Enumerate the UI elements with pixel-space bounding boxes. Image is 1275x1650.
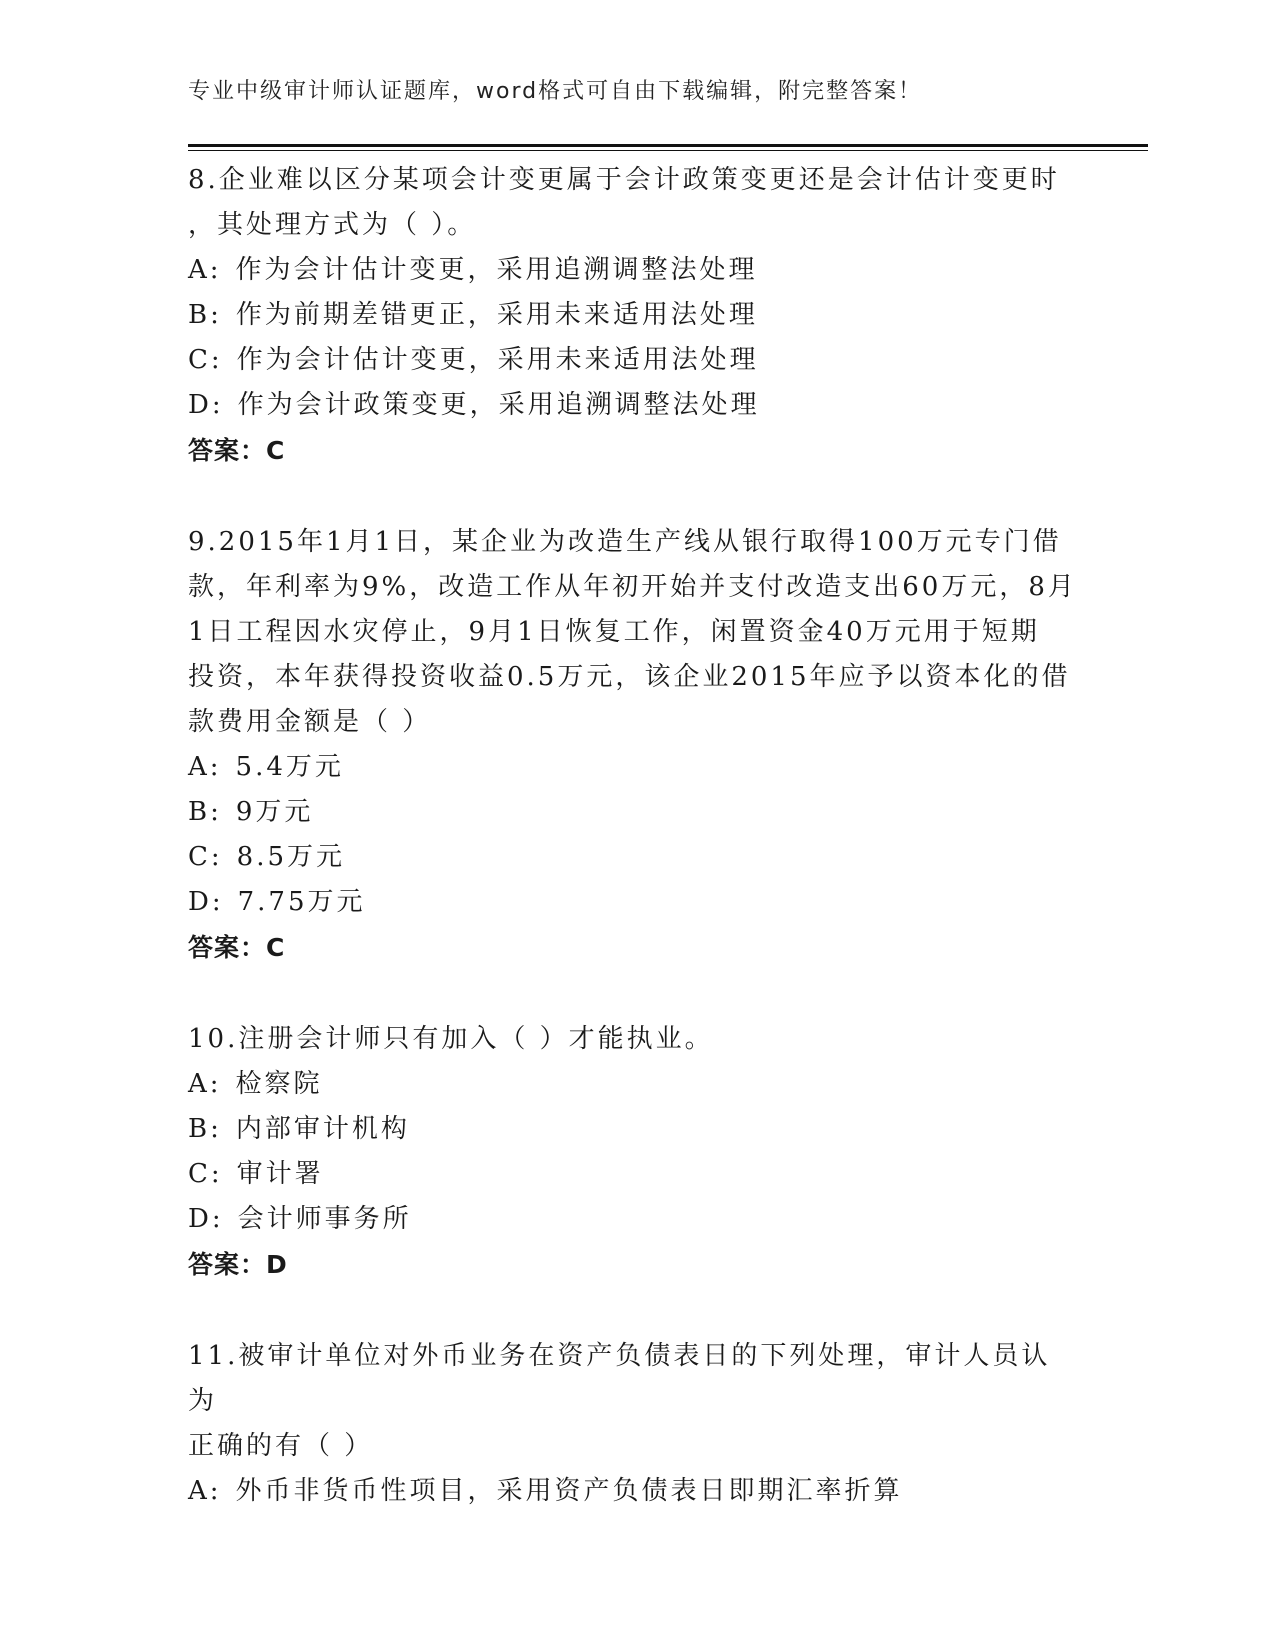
option-d [188, 880, 1078, 925]
option-text: 作为会计政策变更，采用追溯调整法处理 [237, 390, 760, 420]
question-stem-line: 8.企业难以区分某项会计变更属于会计政策变更还是会计估计变更时 [188, 165, 1060, 195]
option-letter: B: [188, 1114, 222, 1144]
header-rule-thick [188, 144, 1148, 147]
option-letter: D: [188, 390, 224, 420]
option-text: 会计师事务所 [237, 1204, 412, 1234]
option-b [188, 1107, 1078, 1152]
option-c [188, 835, 1078, 880]
option-text: 内部审计机构 [235, 1114, 410, 1144]
option-letter: B: [188, 300, 222, 330]
header-rule-thin [188, 150, 1148, 151]
question-stem-line: 10.注册会计师只有加入（ ）才能执业。 [188, 1024, 714, 1054]
option-b [188, 293, 1078, 338]
option-letter: A: [188, 255, 222, 285]
question-stem-line: 11.被审计单位对外币业务在资产负债表日的下列处理，审计人员认为 [188, 1341, 1051, 1416]
option-a [188, 248, 1078, 293]
option-text: 作为会计估计变更，采用未来适用法处理 [236, 345, 759, 375]
question-stem-line: 投资，本年获得投资收益0.5万元，该企业2015年应予以资本化的借 [188, 662, 1071, 692]
question-stem-line: ，其处理方式为（ ）。 [188, 210, 477, 240]
option-letter: C: [188, 345, 223, 375]
page-header: 专业中级审计师认证题库，word格式可自由下载编辑，附完整答案！ [188, 79, 923, 104]
option-a [188, 1469, 1078, 1514]
answer-line: 答案：C [188, 436, 286, 465]
option-c [188, 1152, 1078, 1197]
option-a [188, 1062, 1078, 1107]
question-8 [188, 158, 1078, 473]
option-letter: B: [188, 797, 222, 827]
answer-line: 答案：C [188, 933, 286, 962]
option-text: 作为会计估计变更，采用追溯调整法处理 [235, 255, 758, 285]
option-text: 外币非货币性项目，采用资产负债表日即期汇率折算 [235, 1476, 903, 1506]
option-d [188, 1197, 1078, 1242]
option-letter: A: [188, 1069, 222, 1099]
option-letter: D: [188, 887, 224, 917]
option-text: 7.75万元 [237, 887, 366, 917]
question-stem-line: 9.2015年1月1日，某企业为改造生产线从银行取得100万元专门借 [188, 527, 1062, 557]
question-11 [188, 1334, 1078, 1514]
question-stem-line: 1日工程因水灾停止，9月1日恢复工作，闲置资金40万元用于短期 [188, 617, 1040, 647]
option-letter: C: [188, 842, 223, 872]
option-text: 5.4万元 [235, 752, 344, 782]
option-letter: A: [188, 1476, 222, 1506]
question-9 [188, 520, 1078, 970]
option-letter: D: [188, 1204, 224, 1234]
option-letter: C: [188, 1159, 223, 1189]
question-stem-line: 正确的有（ ） [188, 1431, 374, 1461]
option-text: 9万元 [235, 797, 314, 827]
option-letter: A: [188, 752, 222, 782]
option-c [188, 338, 1078, 383]
question-stem-line: 款费用金额是（ ） [188, 707, 432, 737]
option-text: 检察院 [235, 1069, 323, 1099]
answer-line: 答案：D [188, 1250, 288, 1279]
option-d [188, 383, 1078, 428]
question-stem-line: 款，年利率为9%，改造工作从年初开始并支付改造支出60万元，8月 [188, 572, 1077, 602]
question-list [188, 158, 1078, 1514]
question-10 [188, 1017, 1078, 1287]
option-b [188, 790, 1078, 835]
option-text: 8.5万元 [236, 842, 346, 872]
option-text: 作为前期差错更正，采用未来适用法处理 [235, 300, 758, 330]
option-text: 审计署 [236, 1159, 324, 1189]
option-a [188, 745, 1078, 790]
